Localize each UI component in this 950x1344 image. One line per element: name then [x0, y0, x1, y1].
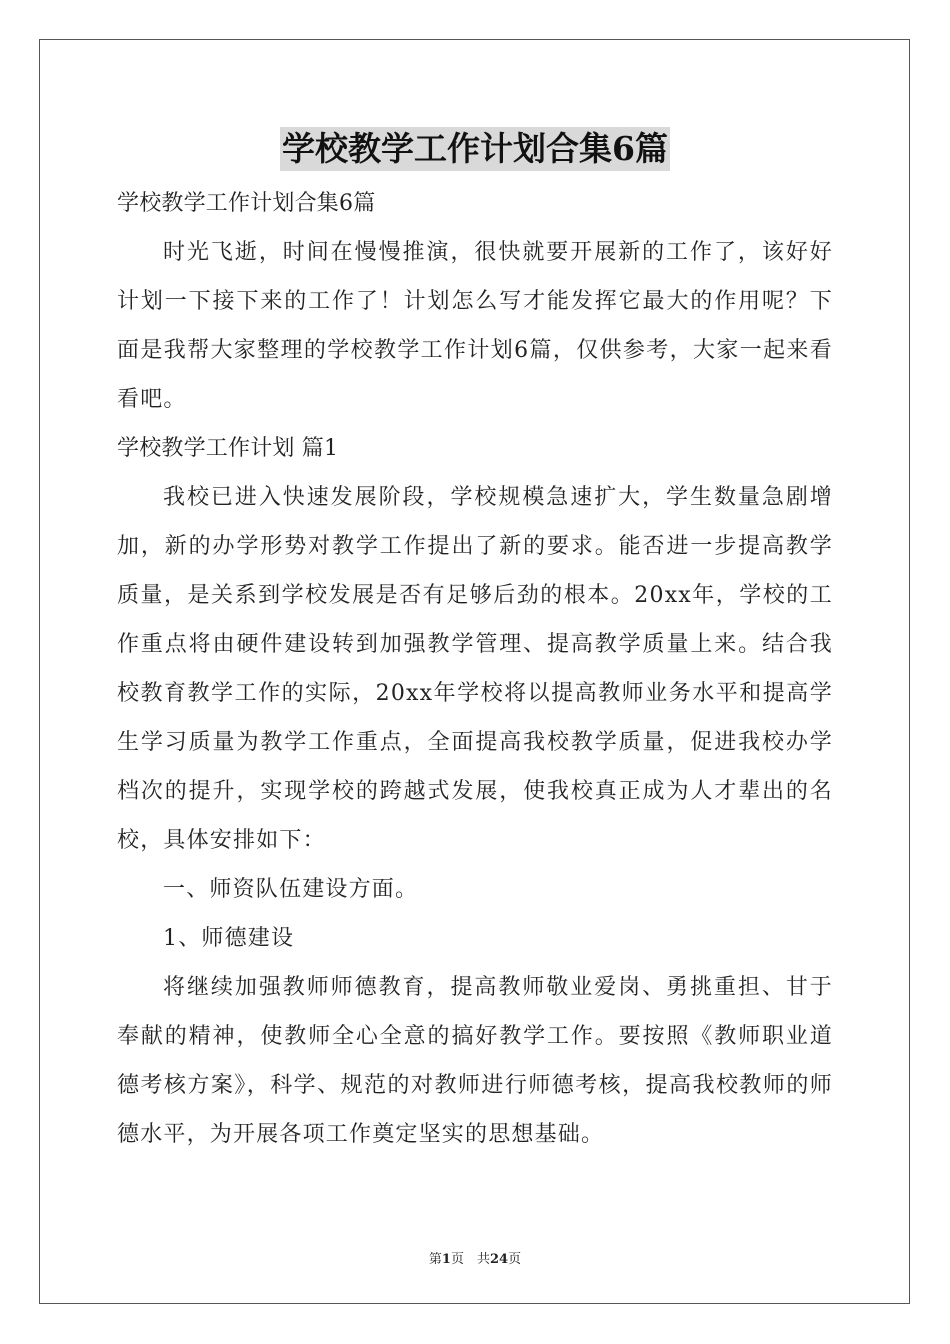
title-container [0, 127, 950, 171]
footer-middle: 页 共 [450, 1252, 490, 1267]
document-subtitle: 学校教学工作计划合集6篇 [117, 191, 376, 216]
intro-paragraph: 时光飞逝，时间在慢慢推演，很快就要开展新的工作了，该好好计划一下接下来的工作了！计划怎么写才能发挥它最大的作用呢？下面是我帮大家整理的学校教学工作计划6篇，仅供参考，大家一起来看看吧。 [117, 240, 833, 412]
subpoint-heading: 1、师德建设 [163, 926, 295, 951]
subpoint-paragraph: 将继续加强教师师德教育，提高教师敬业爱岗、勇挑重担、甘于奉献的精神，使教师全心全意的搞好教学工作。要按照《教师职业道德考核方案》，科学、规范的对教师进行师德考核，提高我校教师的师德水平，为开展各项工作奠定坚实的思想基础。 [117, 975, 833, 1147]
section-heading: 学校教学工作计划 篇1 [117, 436, 339, 461]
footer-prefix: 第 [428, 1252, 442, 1267]
page-footer [0, 1248, 950, 1267]
document-title: 学校教学工作计划合集6篇 [280, 127, 670, 171]
point-heading: 一、师资队伍建设方面。 [163, 877, 419, 902]
document-body [117, 179, 833, 1159]
footer-total-pages: 24 [489, 1252, 509, 1267]
footer-current-page: 1 [441, 1252, 451, 1267]
section-paragraph: 我校已进入快速发展阶段，学校规模急速扩大，学生数量急剧增加，新的办学形势对教学工作提出了新的要求。能否进一步提高教学质量，是关系到学校发展是否有足够后劲的根本。20xx年，学校的工作重点将由硬件建设转到加强教学管理、提高教学质量上来。结合我校教育教学工作的实际，20xx年学校将以提高教师业务水平和提高学生学习质量为教学工作重点，全面提高我校教学质量，促进我校办学档次的提升，实现学校的跨越式发展，使我校真正成为人才辈出的名校，具体安排如下： [117, 485, 833, 853]
footer-suffix: 页 [508, 1252, 522, 1267]
